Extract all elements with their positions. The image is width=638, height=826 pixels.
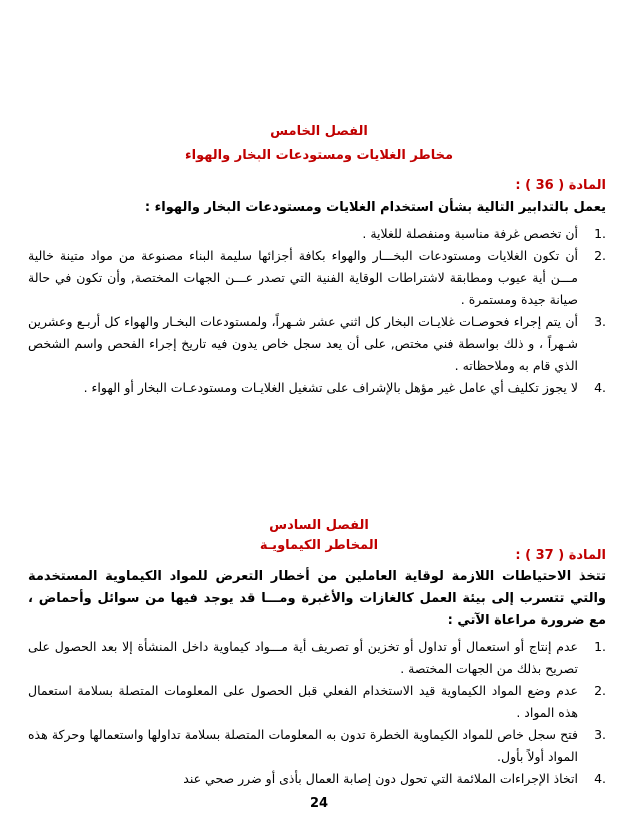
item-number: .4 bbox=[594, 771, 606, 786]
item-text: عدم وضع المواد الكيماوية قيد الاستخدام الفعلي قبل الحصول على المعلومات المتصلة بسلامة استعمال هذه المواد . bbox=[28, 683, 578, 720]
page-number: 24 bbox=[309, 796, 329, 811]
list-item bbox=[28, 245, 606, 311]
list-item bbox=[28, 636, 606, 680]
list-item bbox=[28, 311, 606, 377]
item-text: أن تكون الغلايات ومستودعات البخـــار والهواء بكافة أجزائها سليمة البناء مصنوعة من مواد متينة خالية مـــن أية عيوب ومطابقة لاشتراطات الوقاية الفنية التي تصدر عـــن الجهات المختصة, وأن تكون في حالة صيانة جيدة ومستمرة . bbox=[28, 248, 578, 307]
item-number: .2 bbox=[594, 683, 606, 698]
item-number: .4 bbox=[594, 380, 606, 395]
list-item bbox=[28, 377, 606, 399]
item-number: .3 bbox=[594, 727, 606, 742]
item-number: .3 bbox=[594, 314, 606, 329]
chapter-5-subtitle: مخاطر الغلايات ومستودعات البخار والهواء bbox=[184, 148, 454, 163]
article-37-label: المادة ( 37 ) : bbox=[515, 548, 606, 563]
chapter-6-title: الفصل السادس bbox=[269, 518, 369, 533]
item-text: أن يتم إجراء فحوصـات غلايـات البخار كل اثني عشر شـهراً، ولمستودعات البخـار والهواء كل أربـع وعشرين شـهراً ، و ذلك بواسطة فني مختص, على أن يعد سجل خاص يدون فيه تاريخ إجراء الفحص واسم الشخص الذي قام به وملاحظاته . bbox=[28, 314, 578, 373]
list-item bbox=[28, 768, 606, 790]
chapter-6-subtitle: المخاطر الكيماويـة bbox=[259, 538, 379, 553]
item-number: .1 bbox=[594, 639, 606, 654]
item-text: أن تخصص غرفة مناسبة ومنفصلة للغلاية . bbox=[362, 226, 578, 241]
list-item bbox=[28, 724, 606, 768]
item-text: عدم إنتاج أو استعمال أو تداول أو تخزين أو تصريف أية مـــواد كيماوية داخل المنشأة إلا بعد الحصول على تصريح بذلك من الجهات المختصة . bbox=[28, 639, 578, 676]
list-item bbox=[28, 680, 606, 724]
item-text: اتخاذ الإجراءات الملائمة التي تحول دون إصابة العمال بأذى أو ضرر صحي عند bbox=[183, 771, 578, 786]
article-37-items bbox=[28, 636, 606, 790]
item-number: .2 bbox=[594, 248, 606, 263]
item-text: فتح سجل خاص للمواد الكيماوية الخطرة تدون به المعلومات المتصلة بسلامة تداولها واستعمالها وحركة هذه المواد أولاً بأول. bbox=[28, 727, 578, 764]
article-37-intro: تتخذ الاحتياطات اللازمة لوقاية العاملين من أخطار التعرض للمواد الكيماوية المستخدمة والتي تتسرب إلى بيئة العمل كالغازات والأغبرة ومـــا قد يوجد فيها من سوائل وأحماض ، مع ضرورة مراعاة الآتي : bbox=[28, 569, 606, 628]
chapter-5-title: الفصل الخامس bbox=[270, 124, 368, 139]
item-text: لا يجوز تكليف أي عامل غير مؤهل بالإشراف على تشغيل الغلايـات ومستودعـات البخار أو الهواء . bbox=[83, 380, 578, 395]
article-36-label: المادة ( 36 ) : bbox=[515, 178, 606, 193]
list-item bbox=[28, 223, 606, 245]
item-number: .1 bbox=[594, 226, 606, 241]
article-36-items bbox=[28, 223, 606, 399]
article-36-intro: يعمل بالتدابير التالية بشأن استخدام الغلايات ومستودعات البخار والهواء : bbox=[144, 200, 606, 215]
